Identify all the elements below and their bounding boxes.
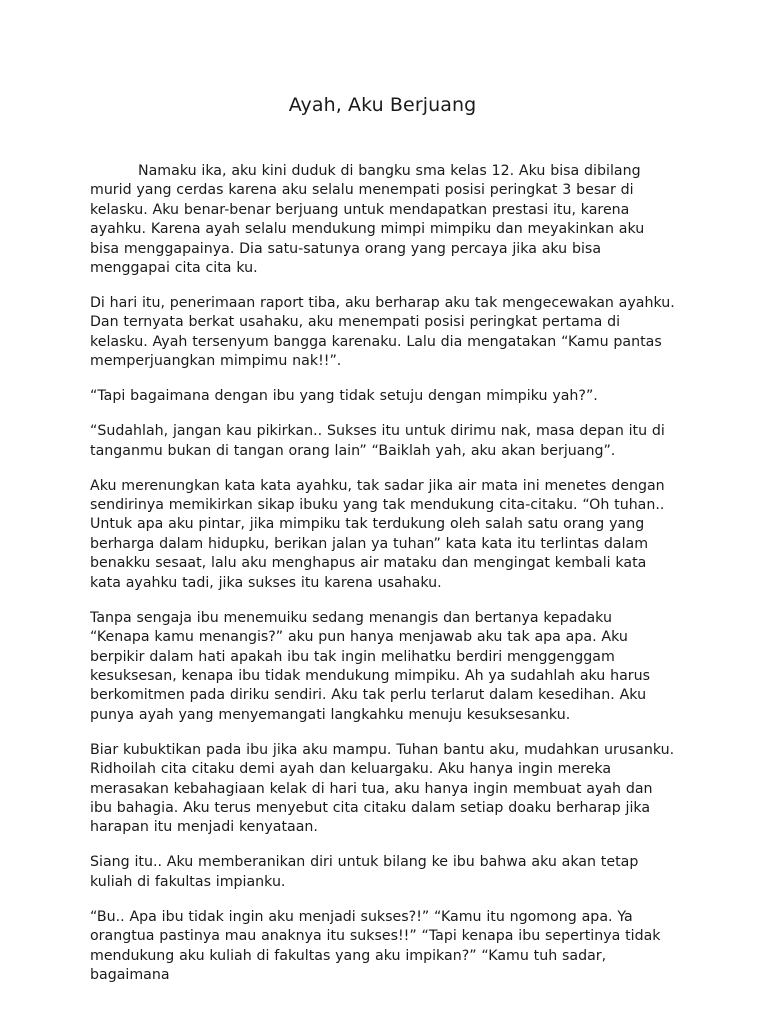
paragraph: Aku merenungkan kata kata ayahku, tak sadar jika air mata ini menetes dengan sendirinya memikirkan sikap ibuku yang tak mendukung cita-citaku. “Oh tuhan.. Untuk apa aku pintar, jika mimpiku tak terdukung oleh salah satu orang yang berharga dalam hidupku, berikan jalan ya tuhan” kata kata itu terlintas dalam benakku sesaat, lalu aku menghapus air mataku dan mengingat kembali kata kata ayahku tadi, jika sukses itu karena usahaku. (90, 477, 665, 591)
paragraph: “Sudahlah, jangan kau pikirkan.. Sukses itu untuk dirimu nak, masa depan itu di tanganmu bukan di tangan orang lain” “Baiklah yah, aku akan berjuang”. (90, 423, 665, 459)
paragraph: Di hari itu, penerimaan raport tiba, aku berharap aku tak mengecewakan ayahku. Dan ternyata berkat usahaku, aku menempati posisi peringkat pertama di kelasku. Ayah tersenyum bangga karenaku. Lalu dia mengatakan “Kamu pantas memperjuangkan mimpimu nak!!”. (90, 295, 675, 370)
paragraph: Namaku ika, aku kini duduk di bangku sma kelas 12. Aku bisa dibilang murid yang cerdas karena aku selalu menempati posisi peringkat 3 besar di kelasku. Aku benar-benar berjuang untuk mendapatkan prestasi itu, karena ayahku. Karena ayah selalu mendukung mimpi mimpiku dan meyakinkan aku bisa menggapainya. Dia satu-satunya orang yang percaya jika aku bisa menggapai cita cita ku. (90, 163, 645, 277)
document-title: Ayah, Aku Berjuang (288, 94, 477, 116)
paragraph: Biar kubuktikan pada ibu jika aku mampu. Tuhan bantu aku, mudahkan urusanku. Ridhoilah cita citaku demi ayah dan keluargaku. Aku hanya ingin mereka merasakan kebahagiaan kelak di hari tua, aku hanya ingin membuat ayah dan ibu bahagia. Aku terus menyebut cita citaku dalam setiap doaku berharap jika harapan itu menjadi kenyataan. (90, 741, 675, 836)
paragraph: “Tapi bagaimana dengan ibu yang tidak setuju dengan mimpiku yah?”. (90, 388, 598, 405)
paragraph: “Bu.. Apa ibu tidak ingin aku menjadi sukses?!” “Kamu itu ngomong apa. Ya orangtua pastinya mau anaknya itu sukses!!” “Tapi kenapa ibu sepertinya tidak mendukung aku kuliah di fakultas yang aku impikan?” “Kamu tuh sadar, bagaimana (90, 908, 661, 983)
paragraph: Tanpa sengaja ibu menemuiku sedang menangis dan bertanya kepadaku “Kenapa kamu menangis?” aku pun hanya menjawab aku tak apa apa. Aku berpikir dalam hati apakah ibu tak ingin melihatku berdiri menggenggam kesuksesan, kenapa ibu tidak mendukung mimpiku. Ah ya sudahlah aku harus berkomitmen pada diriku sendiri. Aku tak perlu terlarut dalam kesedihan. Aku punya ayah yang menyemangati langkahku menuju kesuksesanku. (90, 609, 651, 723)
paragraph: Siang itu.. Aku memberanikan diri untuk bilang ke ibu bahwa aku akan tetap kuliah di fakultas impianku. (90, 854, 639, 890)
document-page (90, 92, 675, 1001)
